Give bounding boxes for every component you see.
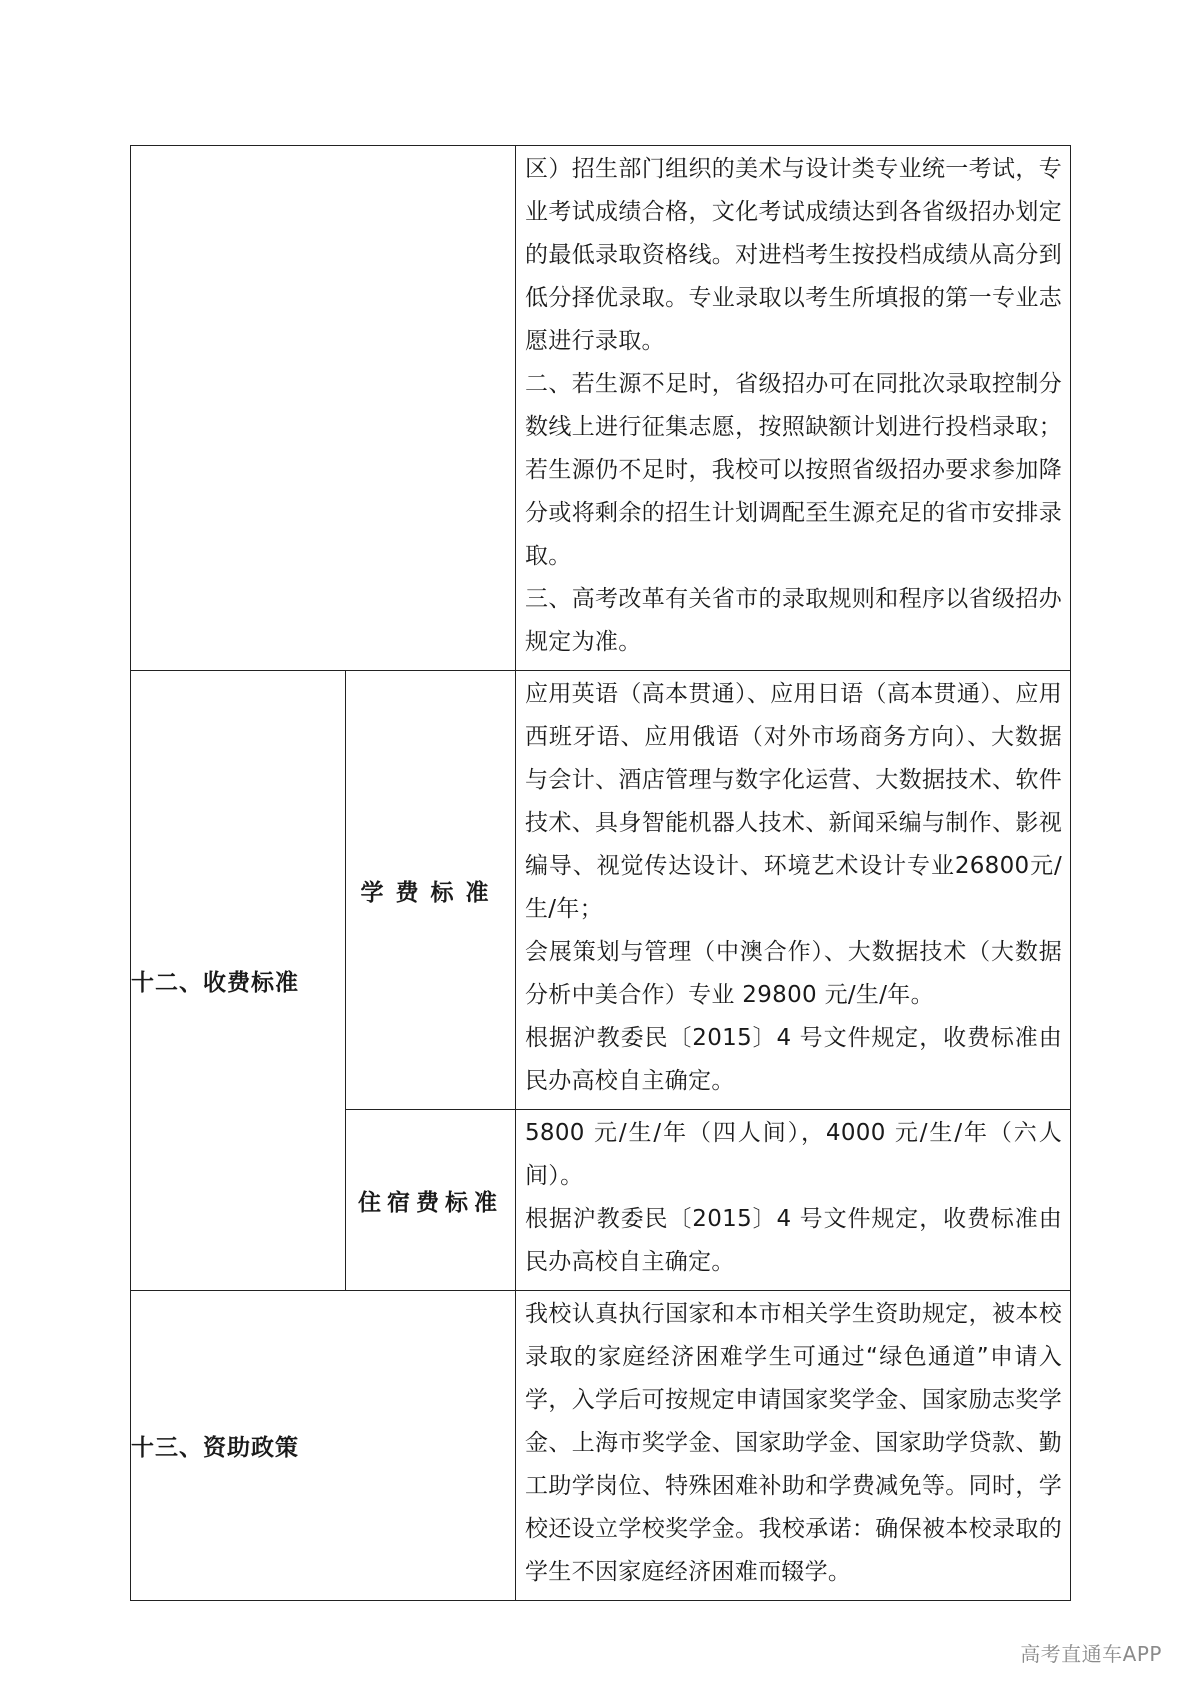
dorm-fee-paragraph: 根据沪教委民〔2015〕4 号文件规定，收费标准由民办高校自主确定。	[525, 1206, 1062, 1275]
aid-section-label: 十三、资助政策	[131, 1291, 516, 1601]
tuition-label: 学费标准	[346, 671, 516, 1110]
admission-rules-paragraph: 二、若生源不足时，省级招办可在同批次录取控制分数线上进行征集志愿，按照缺额计划进行投档录取；若生源仍不足时，我校可以按照省级招办要求参加降分或将剩余的招生计划调配至生源充足的省市安排录取。	[525, 371, 1062, 569]
tuition-paragraph: 会展策划与管理（中澳合作）、大数据技术（大数据分析中美合作）专业 29800 元/生/年。	[525, 939, 1062, 1008]
policy-table	[130, 145, 1071, 1601]
tuition-paragraph: 根据沪教委民〔2015〕4 号文件规定，收费标准由民办高校自主确定。	[525, 1025, 1062, 1094]
table-row-tuition	[131, 671, 1071, 1110]
admission-rules-cell	[516, 146, 1071, 671]
admission-rules-paragraph: 区）招生部门组织的美术与设计类专业统一考试，专业考试成绩合格，文化考试成绩达到各省级招办划定的最低录取资格线。对进档考生按投档成绩从高分到低分择优录取。专业录取以考生所填报的第一专业志愿进行录取。	[525, 156, 1062, 354]
dorm-fee-label: 住宿费标准	[346, 1110, 516, 1291]
fees-section-label: 十二、收费标准	[131, 671, 346, 1291]
aid-paragraph: 我校认真执行国家和本市相关学生资助规定，被本校录取的家庭经济困难学生可通过“绿色通道”申请入学，入学后可按规定申请国家奖学金、国家励志奖学金、上海市奖学金、国家助学金、国家助学贷款、勤工助学岗位、特殊困难补助和学费减免等。同时，学校还设立学校奖学金。我校承诺：确保被本校录取的学生不因家庭经济困难而辍学。	[525, 1301, 1062, 1585]
aid-cell	[516, 1291, 1071, 1601]
tuition-cell	[516, 671, 1071, 1110]
dorm-fee-cell	[516, 1110, 1071, 1291]
dorm-fee-paragraph: 5800 元/生/年（四人间），4000 元/生/年（六人间）。	[525, 1120, 1062, 1189]
table-row-aid	[131, 1291, 1071, 1601]
watermark: 高考直通车APP	[1020, 1642, 1162, 1666]
admission-rules-paragraph: 三、高考改革有关省市的录取规则和程序以省级招办规定为准。	[525, 586, 1062, 655]
tuition-paragraph: 应用英语（高本贯通）、应用日语（高本贯通）、应用西班牙语、应用俄语（对外市场商务方向）、大数据与会计、酒店管理与数字化运营、大数据技术、软件技术、具身智能机器人技术、新闻采编与制作、影视编导、视觉传达设计、环境艺术设计专业26800元/生/年；	[525, 681, 1062, 922]
table-row-admission-rules	[131, 146, 1071, 671]
empty-label-cell	[131, 146, 516, 671]
